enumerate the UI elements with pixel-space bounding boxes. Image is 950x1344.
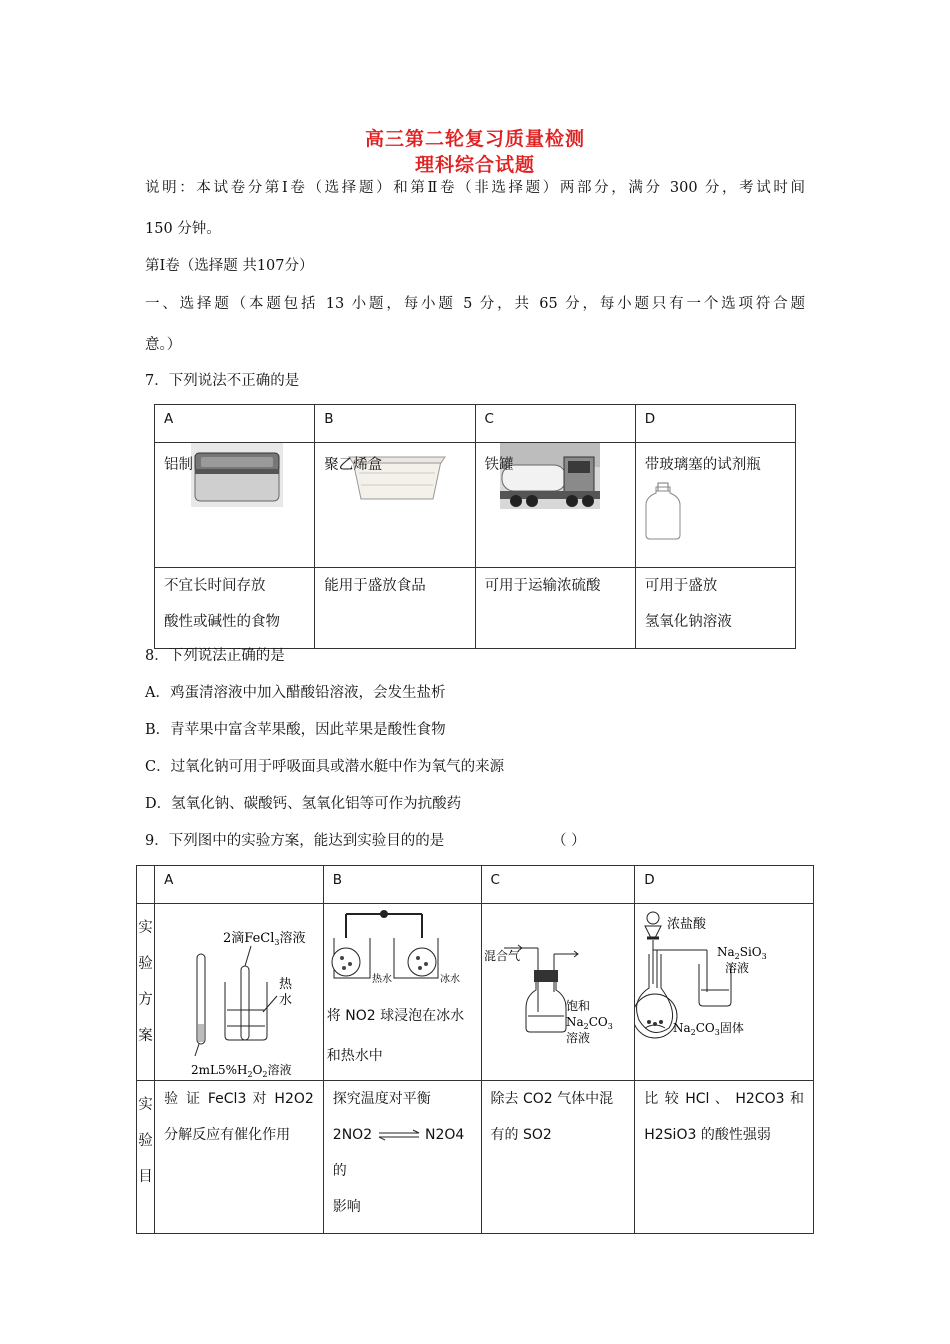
svg-text:溶液: 溶液	[725, 961, 750, 975]
q9-header-c: C	[481, 866, 635, 904]
q7-cell-c-image	[475, 443, 635, 568]
q7-label-d: 带玻璃塞的试剂瓶	[644, 457, 761, 473]
svg-text:溶液: 溶液	[565, 1031, 590, 1045]
svg-text:2mL5%H2O2溶液: $2mL5\%H_2O_2$溶液	[191, 1063, 292, 1079]
q7-label-b: 聚乙烯盒	[324, 457, 383, 473]
svg-text:Na2SiO3: $Na_2SiO_3$	[717, 945, 767, 961]
svg-text:混合气: 混合气	[483, 949, 520, 963]
svg-text:水: 水	[279, 993, 293, 1008]
q7-desc-b: 能用于盛放食品	[315, 568, 475, 649]
q8-stem: 8．下列说法正确的是	[145, 648, 285, 664]
q9-stem: 9．下列图中的实验方案，能达到实验目的的是	[145, 833, 445, 849]
section-heading: 第Ⅰ卷（选择题 共107分）	[145, 258, 314, 274]
q7-desc-d: 可用于盛放 氢氧化钠溶液	[635, 568, 795, 649]
svg-text:浓盐酸: 浓盐酸	[667, 917, 707, 932]
intro-line1: 说明：本试卷分第Ⅰ卷（选择题）和第Ⅱ卷（非选择题）两部分，满分 300 分，考试时间	[145, 180, 805, 196]
svg-text:热: 热	[279, 977, 293, 992]
q7-table	[154, 404, 796, 649]
q7-stem: 7．下列说法不正确的是	[145, 373, 300, 389]
acidity-comparison-diagram	[635, 904, 811, 1080]
q9-diagram-c	[481, 904, 635, 1081]
part-line2: 意。）	[145, 337, 182, 353]
q9-row-label-plan: 实 验 方 案	[137, 904, 155, 1081]
q7-label-a: 铝制	[164, 457, 193, 473]
q7-header-d: D	[635, 405, 795, 443]
exam-title: 高三第二轮复习质量检测	[364, 128, 585, 150]
svg-text:2滴FeCl3溶液: 2滴FeCl$_3$溶液	[223, 931, 306, 947]
q8-option-b: B．青苹果中富含苹果酸，因此苹果是酸性食物	[145, 722, 446, 738]
svg-text:饱和: 饱和	[565, 999, 590, 1013]
svg-text:热水: 热水	[371, 974, 392, 985]
no2-equilibrium-diagram	[324, 904, 479, 996]
q9-diagram-b	[323, 904, 481, 1081]
gas-wash-bottle-diagram	[482, 904, 633, 1080]
q7-header-b: B	[315, 405, 475, 443]
h2o2-catalysis-diagram	[155, 904, 321, 1080]
svg-text:Na2CO3: $Na_2CO_3$	[565, 1015, 613, 1031]
q9-purpose-c: 除去 CO2 气体中混 有的 SO2	[481, 1081, 635, 1234]
part-line1: 一、选择题（本题包括 13 小题，每小题 5 分，共 65 分，每小题只有一个选项符合题	[145, 296, 805, 312]
q8-option-a: A．鸡蛋清溶液中加入醋酸铅溶液，会发生盐析	[145, 685, 446, 701]
q7-cell-b-image	[315, 443, 475, 568]
intro-line2: 150 分钟。	[145, 221, 221, 237]
q7-cell-a-image	[155, 443, 315, 568]
equilibrium-arrow-icon	[377, 1129, 421, 1141]
q9-purpose-a: 验 证 FeCl3 对 H2O2 分解反应有催化作用	[155, 1081, 324, 1234]
svg-text:Na2CO3固体: $Na_2CO_3$固体	[673, 1021, 745, 1037]
q9-purpose-d: 比 较 HCl 、 H2CO3 和 H2SiO3 的酸性强弱	[635, 1081, 814, 1234]
q7-label-c: 铁罐	[484, 457, 514, 473]
q9-header-a: A	[155, 866, 324, 904]
q9-table	[136, 865, 814, 1234]
q9-row-label-purpose: 实 验 目	[137, 1081, 155, 1234]
q9-header-empty	[137, 866, 155, 904]
q9-header-d: D	[635, 866, 814, 904]
svg-text:冰水: 冰水	[439, 974, 460, 985]
q9-b-caption-line2: 和热水中	[326, 1048, 383, 1064]
q9-header-b: B	[323, 866, 481, 904]
q7-header-a: A	[155, 405, 315, 443]
q7-cell-d-image	[635, 443, 795, 568]
q9-purpose-b: 探究温度对平衡 2NO2 N2O4 的 影响	[323, 1081, 481, 1234]
q7-desc-a: 不宜长时间存放 酸性或碱性的食物	[155, 568, 315, 649]
q7-header-c: C	[475, 405, 635, 443]
exam-subtitle: 理科综合试题	[414, 154, 535, 176]
q9-answer-blank: （ ）	[552, 833, 586, 849]
q9-diagram-a	[155, 904, 324, 1081]
q7-desc-c: 可用于运输浓硫酸	[475, 568, 635, 649]
q9-diagram-d	[635, 904, 814, 1081]
q8-option-c: C．过氧化钠可用于呼吸面具或潜水艇中作为氧气的来源	[145, 759, 505, 775]
q8-option-d: D．氢氧化钠、碳酸钙、氢氧化铝等可作为抗酸药	[145, 796, 462, 812]
q9-b-caption-line1: 将 NO2 球浸泡在冰水	[326, 1008, 465, 1024]
